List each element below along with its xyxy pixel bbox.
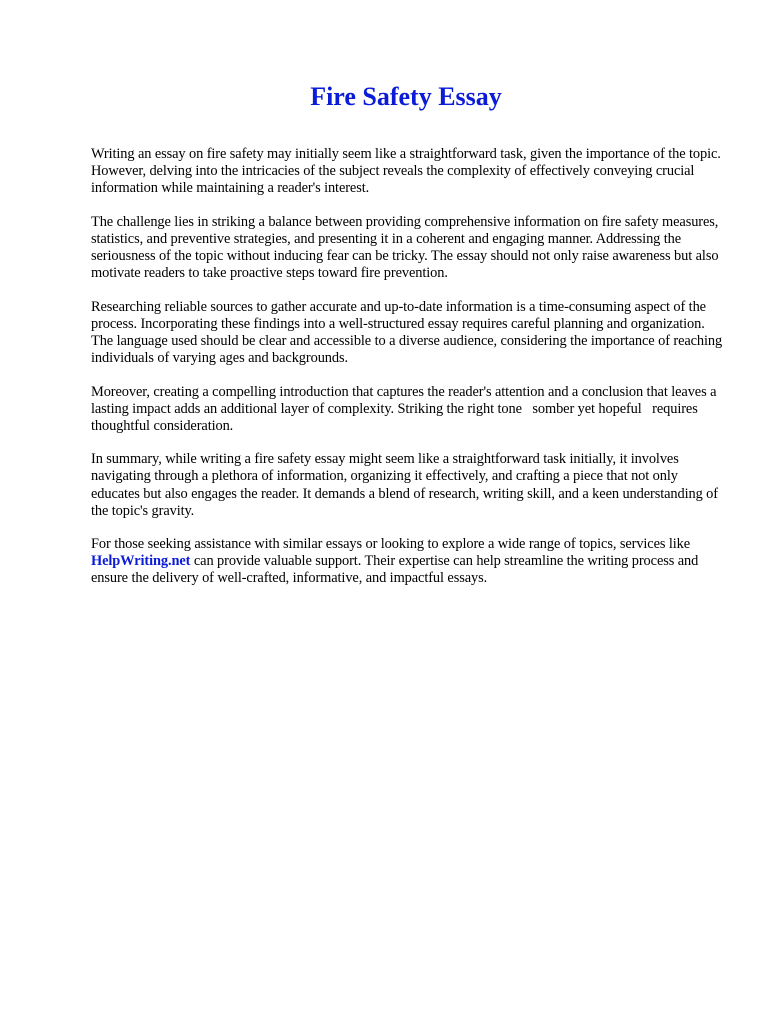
document-title: Fire Safety Essay: [310, 82, 502, 111]
paragraph-closing: [91, 536, 727, 587]
paragraph-challenge: The challenge lies in striking a balance between providing comprehensive information on fire safety measures, statistics, and preventive strategies, and presenting it in a coherent and engaging manner. Addressing the seriousness of the topic without inducing fear can be tricky. The essay should not only raise awareness but also motivate readers to take proactive steps toward fire prevention.: [91, 213, 719, 282]
closing-text-before-link: For those seeking assistance with similar essays or looking to explore a wide range of topics, services like: [91, 536, 691, 553]
paragraph-introduction-conclusion: Moreover, creating a compelling introduction that captures the reader's attention and a conclusion that leaves a lasting impact adds an additional layer of complexity. Striking the right tone somber yet hopeful requires thoughtful consideration.: [91, 383, 717, 434]
closing-text-after-link: can provide valuable support. Their expertise can help streamline the writing process and ensure the delivery of well-crafted, informative, and impactful essays.: [91, 553, 699, 587]
paragraph-intro: Writing an essay on fire safety may initially seem like a straightforward task, given the importance of the topic. However, delving into the intricacies of the subject reveals the complexity of effectively conveying crucial information while maintaining a reader's interest.: [91, 146, 721, 197]
paragraph-summary: In summary, while writing a fire safety essay might seem like a straightforward task initially, it involves navigating through a plethora of information, organizing it effectively, and crafting a piece that not only educates but also engages the reader. It demands a blend of research, writing skill, and a keen understanding of the topic's gravity.: [91, 451, 718, 519]
helpwriting-link[interactable]: HelpWriting.net: [91, 553, 191, 570]
paragraph-research: Researching reliable sources to gather accurate and up-to-date information is a time-consuming aspect of the process. Incorporating these findings into a well-structured essay requires careful planning and organization. The language used should be clear and accessible to a diverse audience, considering the importance of reaching individuals of varying ages and backgrounds.: [91, 298, 723, 366]
document-body: [91, 146, 727, 604]
